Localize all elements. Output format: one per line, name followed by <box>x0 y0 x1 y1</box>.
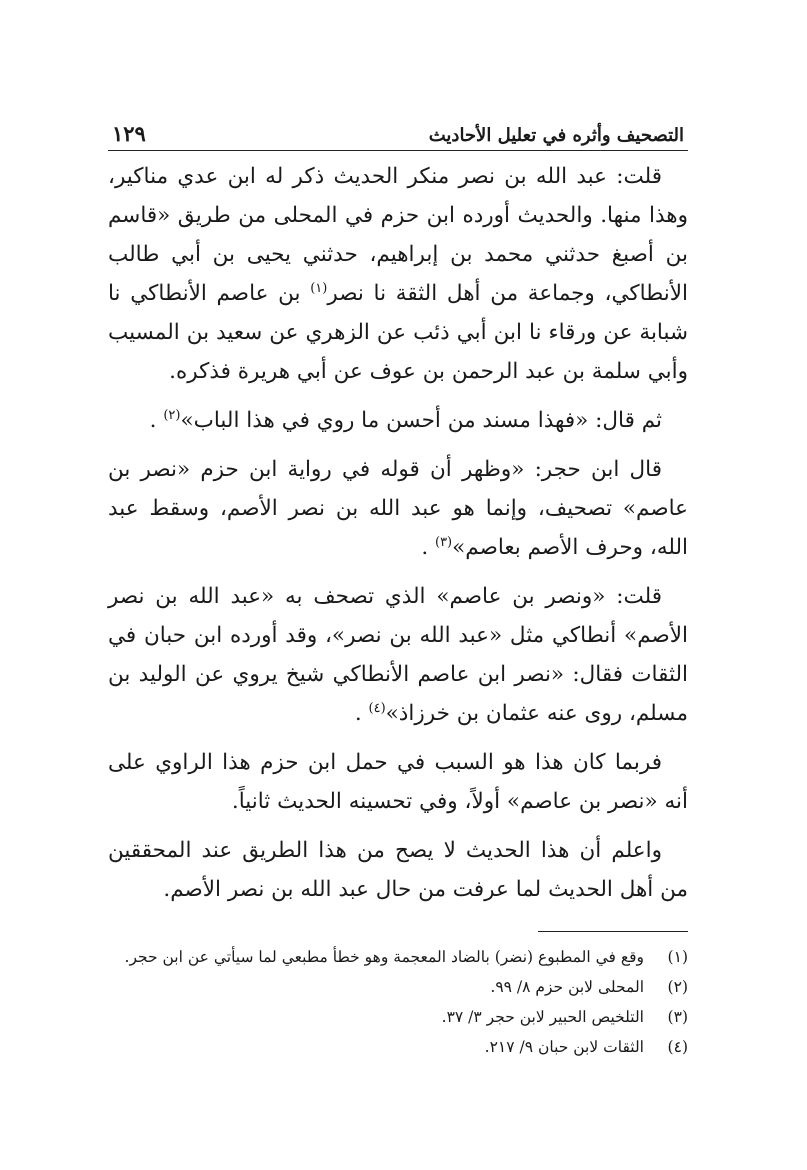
paragraph-text: . <box>149 408 164 433</box>
main-text <box>108 157 688 909</box>
page-number: ١٢٩ <box>112 121 146 146</box>
paragraph-text: قلت: عبد الله بن نصر منكر الحديث ذكر له ابن عدي مناكير، وهذا منها. والحديث أورده ابن حزم في المحلى من طريق «قاسم بن أصبغ حدثني محمد بن إبراهيم، حدثني يحيى بن أبي طالب الأنطاكي، وجماعة من أهل الثقة نا نصر <box>108 164 689 306</box>
paragraph-text: . <box>354 701 369 726</box>
book-page <box>108 112 688 1062</box>
footnote-text: الثقات لابن حبان ٩/ ٢١٧. <box>484 1038 644 1056</box>
footnotes <box>108 942 688 1062</box>
running-head <box>108 112 688 146</box>
footnote-number: (٤) <box>667 1038 688 1056</box>
paragraph-text: واعلم أن هذا الحديث لا يصح من هذا الطريق عند المحققين من أهل الحديث لما عرفت من حال عبد الله بن نصر الأصم. <box>108 838 688 902</box>
footnote-marker: (٣) <box>434 534 453 550</box>
footnote-number: (٢) <box>667 978 688 996</box>
footnote <box>108 1032 688 1062</box>
body-paragraph <box>108 743 688 821</box>
footnote-marker: (٤) <box>368 700 386 716</box>
footnote <box>108 972 688 1002</box>
body-paragraph <box>108 401 688 440</box>
footnote <box>108 1002 688 1032</box>
paragraph-text: قال ابن حجر: «وظهر أن قوله في رواية ابن حزم «نصر بن عاصم» تصحيف، وإنما هو عبد الله بن نصر الأصم، وسقط عبد الله، وحرف الأصم بعاصم» <box>108 457 688 560</box>
paragraph-text: ثم قال: «فهذا مسند من أحسن ما روي في هذا الباب» <box>180 408 662 433</box>
footnote-marker: (٢) <box>163 407 181 423</box>
footnote-text: المحلى لابن حزم ٨/ ٩٩. <box>490 978 644 996</box>
footnote-text: وقع في المطبوع (نضر) بالضاد المعجمة وهو خطأ مطبعي لما سيأتي عن ابن حجر. <box>124 948 644 966</box>
body-paragraph <box>108 831 688 909</box>
paragraph-text: قلت: «ونصر بن عاصم» الذي تصحف به «عبد الله بن نصر الأصم» أنطاكي مثل «عبد الله بن نصر»، وقد أورده ابن حبان في الثقات فقال: «نصر ابن عاصم الأنطاكي شيخ يروي عن الوليد بن مسلم، روى عنه عثمان بن خرزاذ» <box>108 584 688 726</box>
footnote-text: التلخيص الحبير لابن حجر ٣/ ٣٧. <box>441 1008 644 1026</box>
footnote-marker: (١) <box>310 280 328 296</box>
footnote-number: (٣) <box>667 1008 688 1026</box>
header-rule <box>108 150 688 151</box>
footnote <box>108 942 688 972</box>
footnote-rule <box>538 931 688 932</box>
body-paragraph <box>108 157 688 391</box>
paragraph-text: فربما كان هذا هو السبب في حمل ابن حزم هذا الراوي على أنه «نصر بن عاصم» أولاً، وفي تحسينه الحديث ثانياً. <box>108 750 688 814</box>
body-paragraph <box>108 450 688 567</box>
running-head-title: التصحيف وأثره في تعليل الأحاديث <box>428 125 684 146</box>
body-paragraph <box>108 577 688 733</box>
paragraph-text: . <box>421 535 435 560</box>
paragraph-text: بن عاصم الأنطاكي نا شبابة عن ورقاء نا ابن أبي ذئب عن الزهري عن سعيد بن المسيب وأبي سلمة بن عبد الرحمن بن عوف عن أبي هريرة فذكره. <box>108 281 688 384</box>
footnote-number: (١) <box>667 948 688 966</box>
